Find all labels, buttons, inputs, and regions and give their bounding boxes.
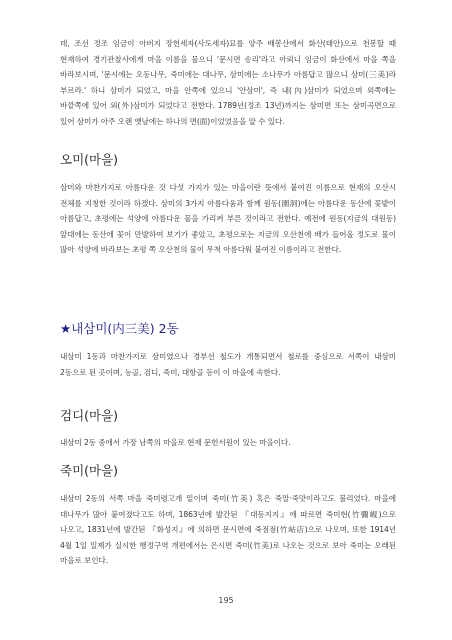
section-paragraph-omi: 삼미와 마찬가지로 아름다운 것 다섯 가지가 있는 마을이란 뜻에서 붙여진 이름으로 현재의 오산시 전체를 지칭한 것이라 하겠다. 삼미의 3가지 아름다움과 함께 원동(園洞)에는 아름다운 동산에 꽃밭이 아름답고, 초평에는 석양에 아름다운 물을 가리켜 부른 것이라고 전한다. 예전에 원동(지금의 대원동) 앞대에는 동산에 꽃이 만발하여 보기가 좋았고, 초평으로는 지금의 오산천에 배가 들어올 정도로 물이 많아 석양에 바라보는 초평 쪽 오산천의 물이 무척 아름다워 붙여진 이름이라고 전한다. (60, 183, 396, 255)
section-heading-naesammi-2dong: ★내삼미(内三美) 2동 (60, 321, 179, 336)
page-number: 195 (218, 596, 234, 605)
section-heading-geomdi: 검디(마을) (60, 408, 119, 423)
intro-paragraph: 데, 조선 정조 임금이 아버지 장헌세자(사도세자)묘를 양주 배봉산에서 화산(태안)으로 천봉할 때 현재하여 경기관찰사에게 마을 이름을 물으니 '문시면 송리'라고 아뢰니 임금이 화산에서 마을 쪽을 바라보시며, '문시에는 오동나무, 죽미에는 대나무, 삼미에는 소나무가 아름답고 많으니 삼미(三美)라 부르라.' 하니 삼미가 되었고, 마을 안쪽에 있으니 '안삼미', 즉 내(內)삼미가 되었으며 외쪽에는 바깥쪽에 있어 외(外)삼미가 되었다고 전한다. 1789년(정조 13년)까지는 삼미면 또는 삼미곡면으로 있어 삼미가 아주 오랜 옛날에는 하나의 면(面)이었었음을 알 수 있다. (60, 39, 396, 126)
section-paragraph-jukmi: 내삼미 2동의 서쪽 마을 죽미령고개 밑이며 죽미(竹美) 혹은 죽말·죽맛이라고도 불리었다. 마을에 대나무가 많아 붙여졌다고도 하며, 1863년에 발간된 『대동지지』에 따르면 죽미현(竹彌峴)으로 나오고, 1831년에 발간된 『화성지』에 의하면 문시면에 죽점점(竹岾店)으로 나오며, 또한 1914년 4월 1일 일제가 실시한 행정구역 개편에서는 은시면 죽미(竹美)로 나오는 것으로 보아 죽미는 오래된 마을로 보인다. (60, 494, 396, 566)
section-heading-omi: 오미(마을) (60, 152, 119, 167)
section-paragraph-geomdi: 내삼미 2동 중에서 가장 남쪽의 마을로 현재 문헌서원이 있는 마을이다. (60, 438, 291, 447)
section-paragraph-naesammi-2dong: 내삼미 1동과 마찬가지로 삼미였으나 경부선 철도가 개통되면서 철로를 중심으로 서쪽이 내삼미 2동으로 된 곳이며, 능골, 검디, 죽미, 대항골 등이 이 마을에 속한다. (60, 352, 396, 377)
section-heading-jukmi: 죽미(마을) (60, 463, 119, 478)
